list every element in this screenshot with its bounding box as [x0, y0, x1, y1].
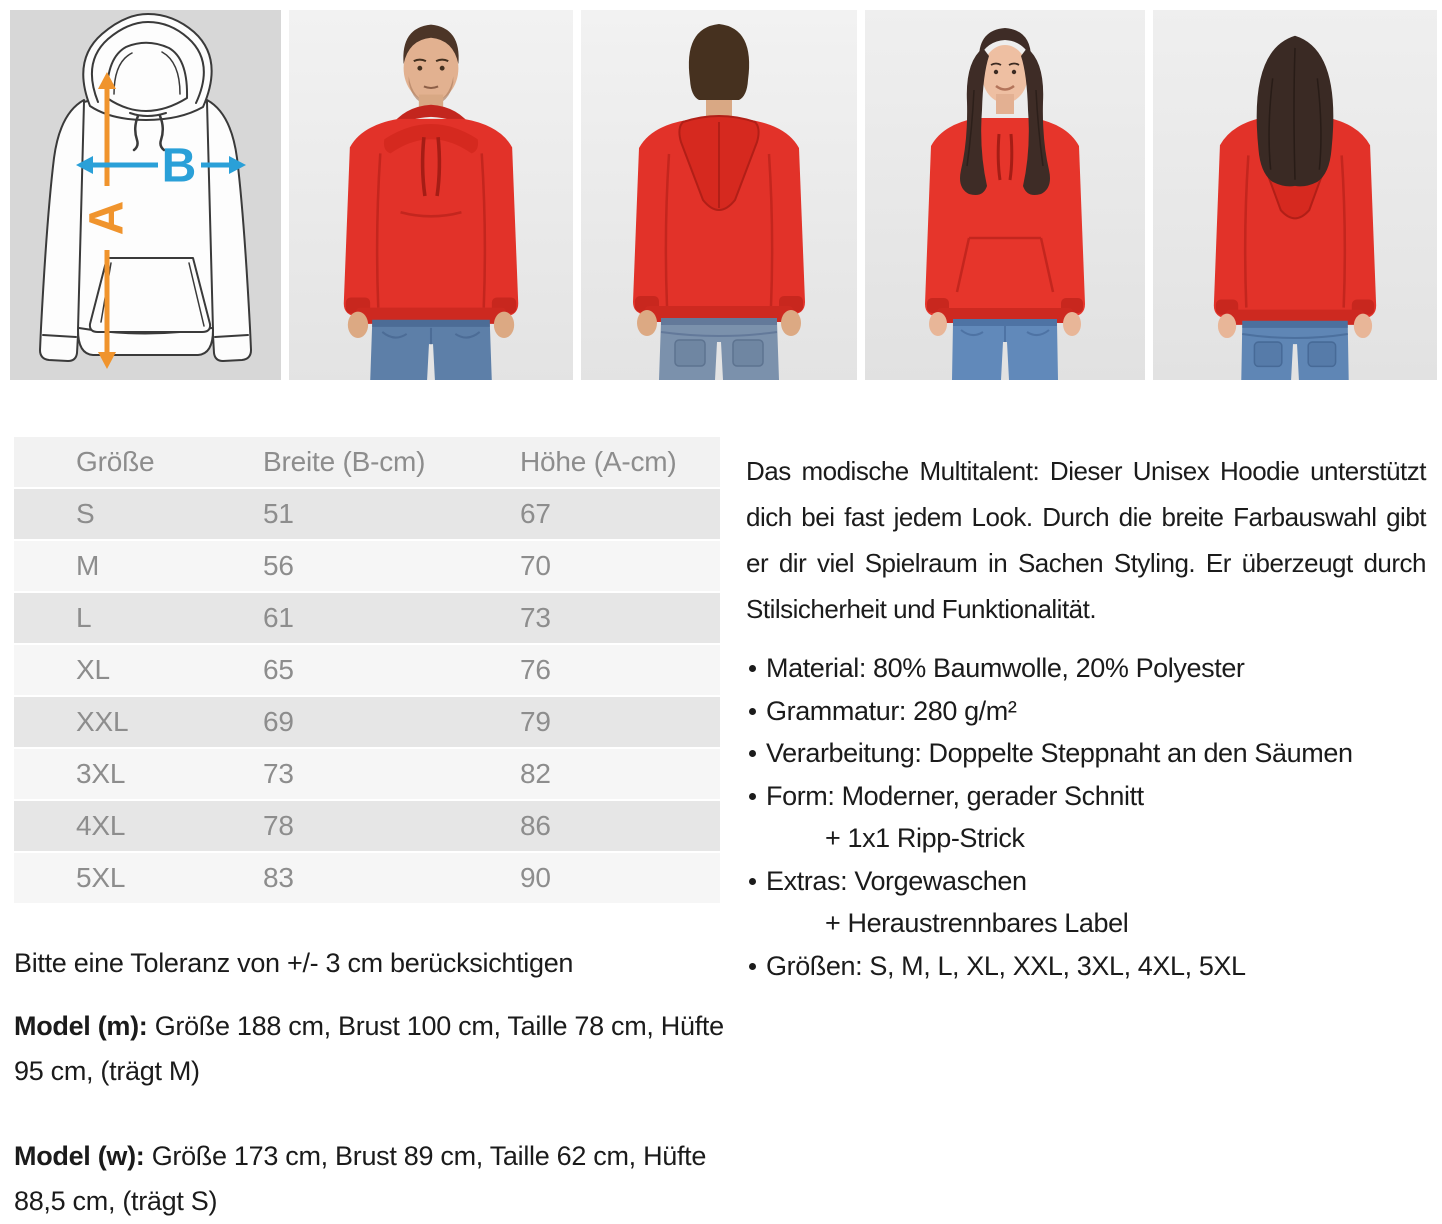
breite-value: 56	[263, 550, 294, 581]
hoehe-value: 90	[520, 862, 551, 893]
product-image-gallery	[10, 10, 1437, 380]
hoodie-measurement-diagram[interactable]	[10, 10, 281, 380]
model-female-front-photo[interactable]	[865, 10, 1145, 380]
breite-value: 78	[263, 810, 294, 841]
hoehe-value: 79	[520, 706, 551, 737]
spec-list	[746, 647, 1426, 987]
spec-extras: Extras: Vorgewaschen	[746, 860, 1426, 903]
size-label: L	[76, 602, 92, 633]
hoehe-value: 76	[520, 654, 551, 685]
breite-value: 73	[263, 758, 294, 789]
spec-material: Material: 80% Baumwolle, 20% Polyester	[746, 647, 1426, 690]
breite-value: 51	[263, 498, 294, 529]
size-label: XL	[76, 654, 110, 685]
model-male-front-image	[289, 10, 573, 380]
breite-value: 65	[263, 654, 294, 685]
model-m-text: Größe 188 cm, Brust 100 cm, Taille 78 cm, Hüfte 95 cm, (trägt M)	[14, 1011, 724, 1086]
model-male-back-photo[interactable]	[581, 10, 857, 380]
hoehe-value: 70	[520, 550, 551, 581]
size-chart-header-row	[14, 437, 720, 487]
size-row-m	[14, 541, 720, 591]
size-label: XXL	[76, 706, 129, 737]
model-female-back-photo[interactable]	[1153, 10, 1437, 380]
product-description	[746, 448, 1426, 987]
hoehe-value: 73	[520, 602, 551, 633]
spec-form: Form: Moderner, gerader Schnitt	[746, 775, 1426, 818]
model-m-label: Model (m):	[14, 1011, 148, 1041]
column-header-hoehe: Höhe (A-cm)	[520, 446, 677, 477]
breite-value: 83	[263, 862, 294, 893]
size-row-s	[14, 489, 720, 539]
size-row-4xl	[14, 801, 720, 851]
breite-value: 61	[263, 602, 294, 633]
size-label: 4XL	[76, 810, 126, 841]
column-header-breite: Breite (B-cm)	[263, 446, 426, 477]
spec-grammatur: Grammatur: 280 g/m²	[746, 690, 1426, 733]
size-chart-table	[14, 437, 720, 905]
model-w-text: Größe 173 cm, Brust 89 cm, Taille 62 cm, Hüfte 88,5 cm, (trägt S)	[14, 1141, 707, 1216]
size-label: S	[76, 498, 95, 529]
column-header-groesse: Größe	[76, 446, 155, 477]
size-row-3xl	[14, 749, 720, 799]
size-label: 3XL	[76, 758, 126, 789]
size-row-l	[14, 593, 720, 643]
size-label: M	[76, 550, 100, 581]
spec-verarbeitung: Verarbeitung: Doppelte Steppnaht an den Säumen	[746, 732, 1426, 775]
model-w-note	[14, 1134, 726, 1224]
spec-groessen: Größen: S, M, L, XL, XXL, 3XL, 4XL, 5XL	[746, 945, 1426, 988]
tolerance-note: Bitte eine Toleranz von +/- 3 cm berücksichtigen	[14, 948, 574, 978]
description-intro: Das modische Multitalent: Dieser Unisex Hoodie unterstützt dich bei fast jedem Look. Durch die breite Farbauswahl gibt er dir viel Spielraum in Sachen Styling. Er überzeugt durch Stilsicherheit und Funktionalität.	[746, 456, 1426, 624]
spec-extras-extra: + Heraustrennbares Label	[825, 908, 1129, 938]
spec-form-extra: + 1x1 Ripp-Strick	[825, 823, 1025, 853]
size-label: 5XL	[76, 862, 126, 893]
hoehe-value: 86	[520, 810, 551, 841]
size-row-xl	[14, 645, 720, 695]
model-male-front-photo[interactable]	[289, 10, 573, 380]
measure-label-a: A	[80, 200, 134, 236]
size-row-xxl	[14, 697, 720, 747]
model-male-back-image	[581, 10, 857, 380]
size-row-5xl	[14, 853, 720, 903]
breite-value: 69	[263, 706, 294, 737]
hoodie-diagram-image	[10, 10, 281, 380]
measure-label-b: B	[161, 139, 197, 193]
model-female-back-image	[1153, 10, 1437, 380]
hoehe-value: 67	[520, 498, 551, 529]
model-w-label: Model (w):	[14, 1141, 145, 1171]
model-female-front-image	[865, 10, 1145, 380]
model-m-note	[14, 1004, 726, 1094]
hoehe-value: 82	[520, 758, 551, 789]
